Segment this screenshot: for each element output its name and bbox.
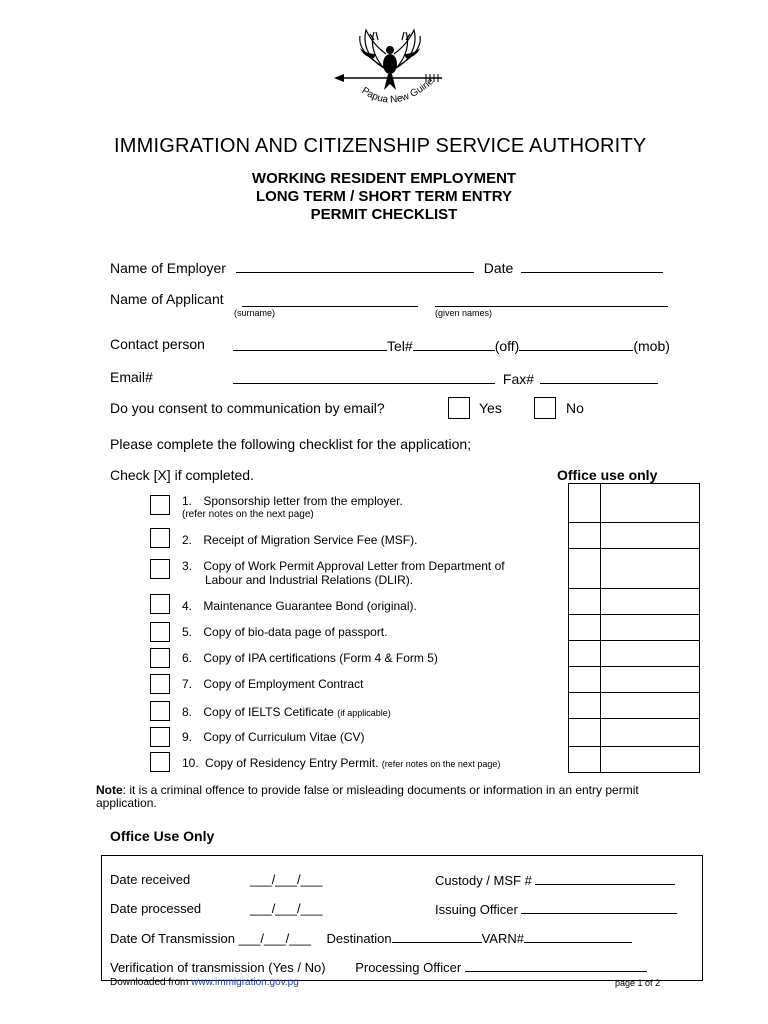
contact-label: Contact person [110,336,205,352]
tel-off-field[interactable] [413,336,495,351]
applicant-label: Name of Applicant [110,291,224,307]
item-num: 5. [182,625,193,639]
grid-row-line [569,692,699,693]
item-text: Sponsorship letter from the employer. [203,494,403,508]
item-num: 6. [182,651,193,665]
off-label: (off) [494,338,520,354]
date-transmission-label: Date Of Transmission [110,931,235,946]
authority-title: IMMIGRATION AND CITIZENSHIP SERVICE AUTHORITY [114,135,647,157]
custody-field[interactable] [535,872,675,885]
transmission-row [110,930,632,946]
date-field[interactable] [521,258,663,273]
grid-row-line [569,522,699,523]
item-text: Copy of IPA certifications (Form 4 & Form 5) [203,651,438,665]
verification-label: Verification of transmission (Yes / No) [110,960,326,975]
checklist-checkbox-2[interactable] [150,528,170,548]
grid-row-line [569,718,699,719]
tel-mob-field[interactable] [519,336,633,351]
footer-download [110,977,299,988]
issuing-row [435,901,677,917]
grid-divider [600,484,601,772]
office-use-heading: Office use only [557,467,658,483]
processing-label: Processing Officer [355,960,462,975]
checklist-checkbox-8[interactable] [150,701,170,721]
destination-field[interactable] [392,930,482,943]
checklist-checkbox-3[interactable] [150,559,170,579]
note-label: Note [96,783,123,797]
item-num: 4. [182,599,193,613]
item-text: Copy of bio-data page of passport. [203,625,388,639]
grid-row-line [569,746,699,747]
checklist-item-9 [182,730,365,744]
employer-label: Name of Employer [110,260,226,276]
footer-url-link[interactable]: www.immigration.gov.pg [191,977,299,988]
grid-row-line [569,548,699,549]
form-subtitle-2: LONG TERM / SHORT TERM ENTRY [255,188,513,205]
item-text: Copy of IELTS Cetificate [203,705,334,719]
verification-row [110,959,647,975]
date-label: Date [483,260,514,276]
fax-label: Fax# [502,371,535,387]
processing-field[interactable] [465,959,647,972]
item-note: (refer notes on the next page) [381,759,501,769]
item-text: Copy of Residency Entry Permit. [205,756,379,770]
date-received-field[interactable]: ___/___/___ [250,872,323,887]
given-names-field[interactable] [435,292,668,307]
checklist-item-10 [182,756,500,770]
checklist-item-3 [182,559,505,573]
note-text: : it is a criminal offence to provide false or misleading documents or information in an entry permit [122,783,639,797]
date-processed-label: Date processed [110,901,202,916]
note-line-2: application. [96,796,157,810]
date-received-label: Date received [110,872,191,887]
note-line-1 [96,783,639,797]
contact-row [233,336,670,354]
date-transmission-field[interactable]: ___/___/___ [238,931,311,946]
item-num: 9. [182,730,193,744]
email-label: Email# [110,369,153,385]
employer-row [110,258,663,276]
checklist-item-8 [182,705,391,719]
bird-of-paradise-icon [330,18,450,114]
checklist-checkbox-5[interactable] [150,622,170,642]
item-num: 10. [182,756,199,770]
consent-yes-label: Yes [479,400,502,416]
instruction-text: Please complete the following checklist for the application; [110,436,472,452]
checklist-item-5 [182,625,387,639]
png-emblem [330,18,450,114]
surname-hint: (surname) [234,308,276,318]
form-subtitle-1: WORKING RESIDENT EMPLOYMENT [251,170,517,187]
item-num: 7. [182,677,193,691]
item-num: 8. [182,705,193,719]
footer-page-number: page 1 of 2 [615,978,661,988]
checklist-item-6 [182,651,438,665]
checklist-checkbox-7[interactable] [150,674,170,694]
item-text: Receipt of Migration Service Fee (MSF). [203,533,418,547]
consent-yes-checkbox[interactable] [448,397,470,419]
mob-label: (mob) [633,338,670,354]
date-processed-field[interactable]: ___/___/___ [250,901,323,916]
item-num: 1. [182,494,193,508]
item-text: Copy of Employment Contract [203,677,364,691]
grid-row-line [569,666,699,667]
item-text: Copy of Curriculum Vitae (CV) [203,730,365,744]
item-text-continued: Labour and Industrial Relations (DLIR). [205,573,414,587]
office-box-heading: Office Use Only [110,828,215,844]
checklist-item-4 [182,599,417,613]
issuing-field[interactable] [521,901,677,914]
varn-label: VARN# [481,931,524,946]
checklist-checkbox-9[interactable] [150,727,170,747]
checklist-checkbox-10[interactable] [150,752,170,772]
fax-field[interactable] [540,369,658,384]
item-num: 2. [182,533,193,547]
tel-label: Tel# [387,338,413,354]
item-note: (refer notes on the next page) [182,509,314,520]
contact-field[interactable] [233,336,387,351]
consent-question: Do you consent to communication by email? [110,400,385,416]
grid-row-line [569,614,699,615]
check-hint: Check [X] if completed. [110,467,254,483]
surname-field[interactable] [242,292,418,307]
varn-field[interactable] [524,930,632,943]
item-text: Copy of Work Permit Approval Letter from Department of [203,559,505,573]
given-names-hint: (given names) [435,308,493,318]
grid-row-line [569,588,699,589]
checklist-item-1 [182,494,403,508]
custody-row [435,872,675,888]
item-num: 3. [182,559,193,573]
footer-downloaded-label: Downloaded from [110,977,189,988]
issuing-label: Issuing Officer [435,902,518,917]
checklist-item-2 [182,533,417,547]
destination-label: Destination [326,931,392,946]
office-use-grid [568,483,700,773]
item-text: Maintenance Guarantee Bond (original). [203,599,417,613]
custody-label: Custody / MSF # [435,873,532,888]
form-subtitle-3: PERMIT CHECKLIST [310,206,458,223]
email-field[interactable] [233,369,495,384]
emblem-caption: Papua New Guine [359,75,437,106]
item-note: (if applicable) [337,708,391,718]
checklist-checkbox-4[interactable] [150,594,170,614]
checklist-checkbox-1[interactable] [150,495,170,515]
email-row [233,369,658,387]
checklist-checkbox-6[interactable] [150,648,170,668]
checklist-item-7 [182,677,363,691]
grid-row-line [569,640,699,641]
employer-field[interactable] [236,258,474,273]
consent-no-label: No [566,400,584,416]
consent-no-checkbox[interactable] [534,397,556,419]
